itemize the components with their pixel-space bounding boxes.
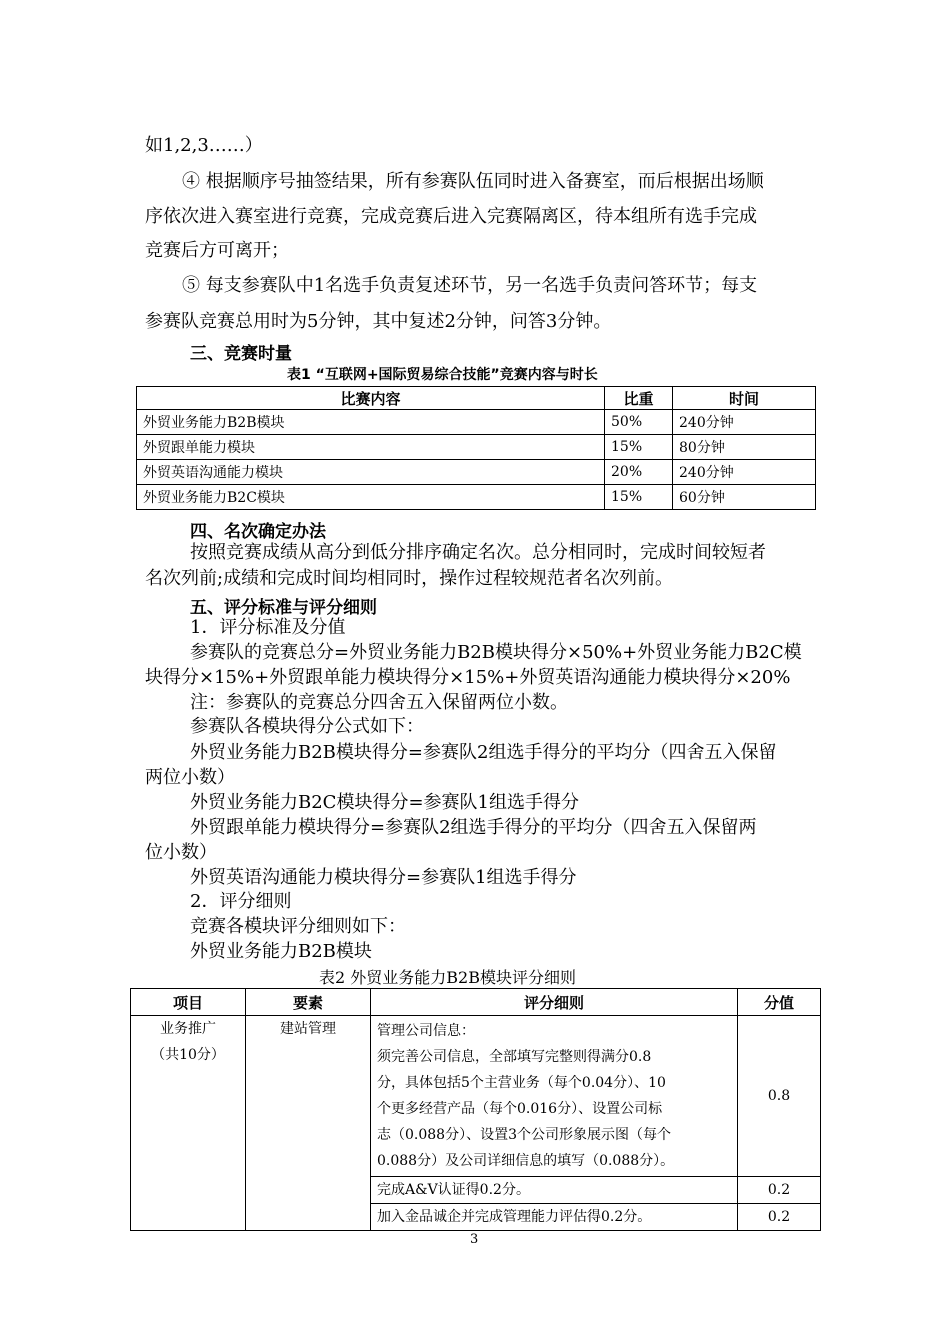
element-cell: 建站管理: [246, 1016, 371, 1231]
paragraph-line: 按照竞赛成绩从高分到低分排序确定名次。总分相同时，完成时间较短者: [190, 542, 766, 563]
paragraph-line: ④ 根据顺序号抽签结果，所有参赛队伍同时进入备赛室，而后根据出场顺: [182, 171, 764, 192]
table-header-row: [137, 387, 816, 410]
table-cell: 15%: [605, 435, 673, 460]
rule-line: 管理公司信息：: [377, 1023, 475, 1039]
table-cell: 外贸业务能力B2C模块: [137, 485, 605, 510]
paragraph-line: 外贸跟单能力模块得分=参赛队2组选手得分的平均分（四舍五入保留两: [190, 817, 757, 838]
section-heading: 三、竞赛时量: [190, 344, 292, 364]
section-heading: 四、名次确定办法: [190, 522, 326, 542]
table-row: [131, 1016, 821, 1177]
paragraph-line: 参赛队各模块得分公式如下：: [190, 716, 424, 737]
paragraph-line: 名次列前;成绩和完成时间均相同时，操作过程较规范者名次列前。: [145, 568, 674, 589]
table-cell: 外贸跟单能力模块: [137, 435, 605, 460]
paragraph-line: 竞赛后方可离开；: [145, 240, 289, 261]
paragraph-line: 参赛队竞赛总用时为5分钟，其中复述2分钟，问答3分钟。: [145, 311, 612, 332]
header-cell: 分值: [738, 989, 821, 1016]
rule-line: 须完善公司信息，全部填写完整则得满分0.8: [377, 1049, 652, 1065]
table1-caption: 表1 “互联网+国际贸易综合技能”竞赛内容与时长: [287, 367, 598, 383]
paragraph-line: 外贸英语沟通能力模块得分=参赛队1组选手得分: [190, 867, 577, 888]
table2: [130, 988, 821, 1231]
table-cell: 20%: [605, 460, 673, 485]
paragraph-line: 外贸业务能力B2B模块得分=参赛队2组选手得分的平均分（四舍五入保留: [190, 742, 777, 763]
score-cell: 0.8: [738, 1016, 821, 1177]
rule-cell: 完成A&V认证得0.2分。: [371, 1177, 738, 1204]
paragraph-line: 外贸业务能力B2C模块得分=参赛队1组选手得分: [190, 792, 579, 813]
page-number: 3: [470, 1232, 479, 1247]
paragraph-line: 参赛队的竞赛总分=外贸业务能力B2B模块得分×50%+外贸业务能力B2C模: [190, 642, 802, 663]
project-points: （共10分）: [151, 1047, 225, 1063]
section-heading: 五、评分标准与评分细则: [190, 598, 377, 618]
table-cell: 80分钟: [673, 435, 816, 460]
rule-line: 志（0.088分）、设置3个公司形象展示图（每个: [377, 1127, 671, 1143]
rule-cell: [371, 1016, 738, 1177]
subheading: 2．评分细则: [190, 891, 292, 912]
project-name: 业务推广: [160, 1021, 216, 1037]
table-cell: 50%: [605, 410, 673, 435]
table-row: [137, 460, 816, 485]
table-cell: 外贸业务能力B2B模块: [137, 410, 605, 435]
table-cell: 240分钟: [673, 410, 816, 435]
paragraph-line: 位小数）: [145, 842, 217, 863]
table-row: [137, 410, 816, 435]
score-cell: 0.2: [738, 1204, 821, 1231]
paragraph-line: 两位小数）: [145, 767, 235, 788]
paragraph-line: ⑤ 每支参赛队中1名选手负责复述环节，另一名选手负责问答环节；每支: [182, 275, 758, 296]
table-cell: 15%: [605, 485, 673, 510]
subheading: 1．评分标准及分值: [190, 617, 346, 638]
rule-line: 0.088分）及公司详细信息的填写（0.088分）。: [377, 1153, 675, 1169]
header-cell: 要素: [246, 989, 371, 1016]
header-cell: 评分细则: [371, 989, 738, 1016]
header-cell: 比赛内容: [137, 387, 605, 410]
paragraph-line: 竞赛各模块评分细则如下：: [190, 916, 406, 937]
table-cell: 外贸英语沟通能力模块: [137, 460, 605, 485]
paragraph-line: 块得分×15%+外贸跟单能力模块得分×15%+外贸英语沟通能力模块得分×20%: [145, 667, 791, 688]
table1: [136, 386, 816, 510]
project-cell: [131, 1016, 246, 1231]
paragraph-line: 序依次进入赛室进行竞赛，完成竞赛后进入完赛隔离区，待本组所有选手完成: [145, 206, 757, 227]
paragraph-line: 如1,2,3……）: [145, 135, 263, 156]
table-cell: 240分钟: [673, 460, 816, 485]
rule-line: 分，具体包括5个主营业务（每个0.04分）、10: [377, 1075, 666, 1091]
table2-caption: 表2 外贸业务能力B2B模块评分细则: [319, 968, 576, 987]
table-row: [137, 485, 816, 510]
header-cell: 时间: [673, 387, 816, 410]
paragraph-line: 注：参赛队的竞赛总分四舍五入保留两位小数。: [190, 692, 568, 713]
table-cell: 60分钟: [673, 485, 816, 510]
header-cell: 比重: [605, 387, 673, 410]
header-cell: 项目: [131, 989, 246, 1016]
table-row: [137, 435, 816, 460]
score-cell: 0.2: [738, 1177, 821, 1204]
rule-cell: 加入金品诚企并完成管理能力评估得0.2分。: [371, 1204, 738, 1231]
table-header-row: [131, 989, 821, 1016]
rule-line: 个更多经营产品（每个0.016分）、设置公司标: [377, 1101, 663, 1117]
paragraph-line: 外贸业务能力B2B模块: [190, 941, 372, 962]
